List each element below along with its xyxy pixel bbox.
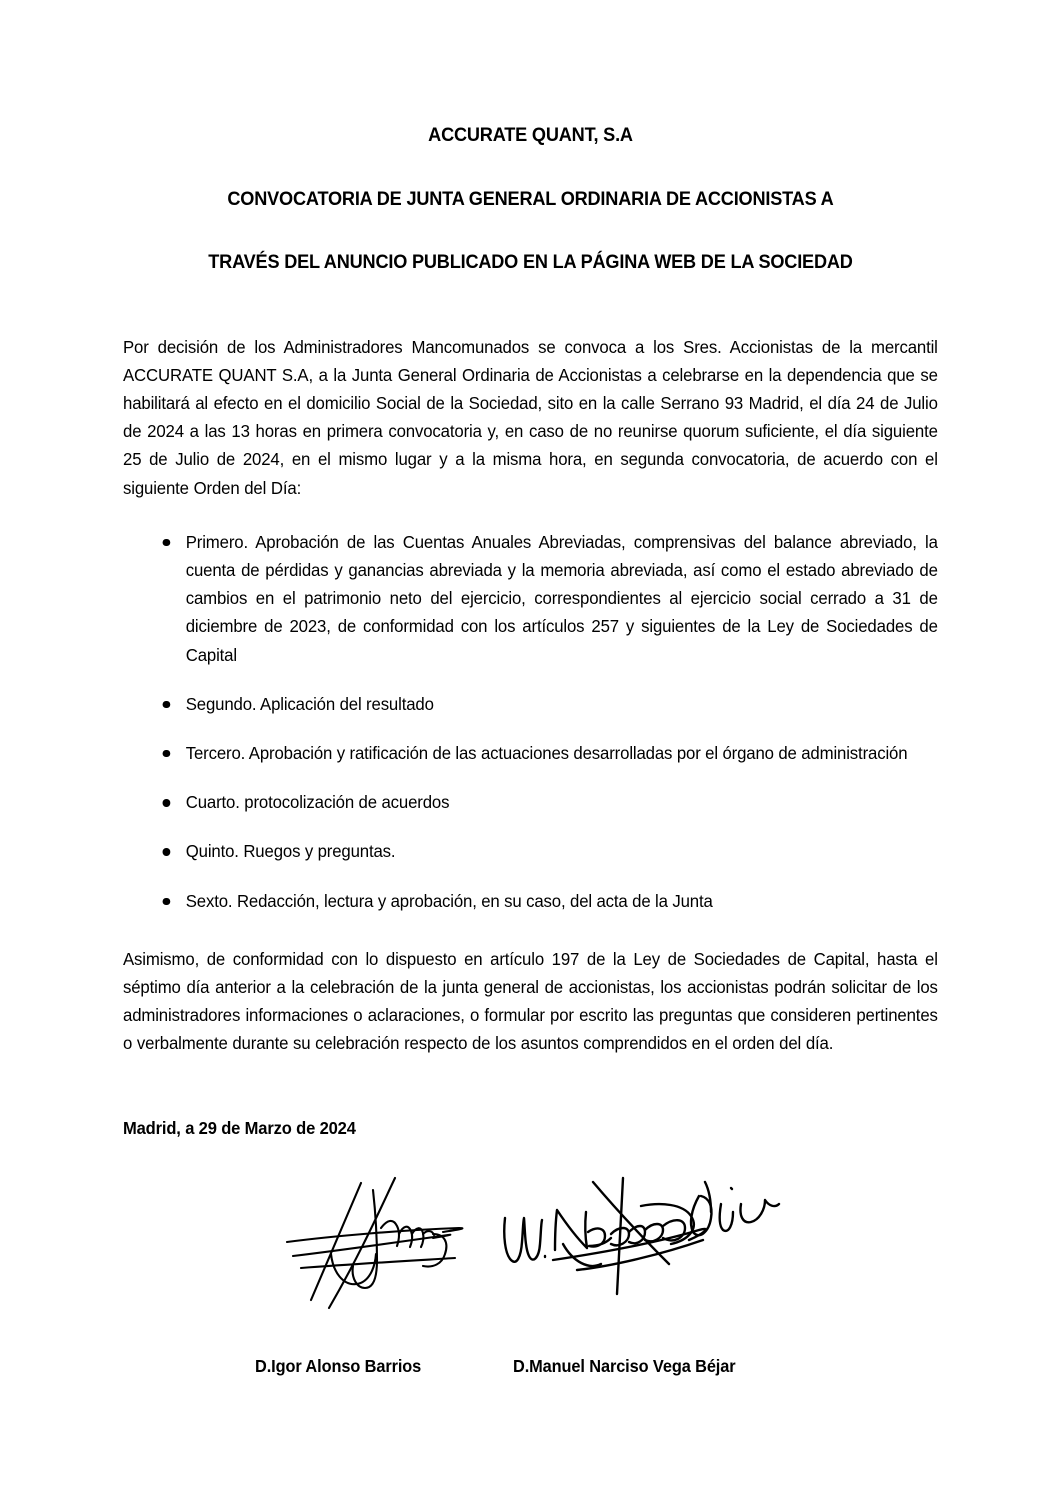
agenda-item-text: Sexto. Redacción, lectura y aprobación, en su caso, del acta de la Junta xyxy=(185,890,713,911)
intro-paragraph: Por decisión de los Administradores Mancomunados se convoca a los Sres. Accionistas de la mercantil ACCURATE QUANT S.A, a la Junta General Ordinaria de Accionistas a celebrarse en la dependencia que se habilitará al efecto en el domicilio Social de la Sociedad, sito en la calle Serrano 93 Madrid, el día 24 de Julio de 2024 a las 13 horas en primera convocatoria y, en caso de no reunirse quorum suficiente, el día siguiente 25 de Julio de 2024, en el mismo lugar y a la misma hora, en segunda convocatoria, de acuerdo con el siguiente Orden del Día: xyxy=(123,336,938,498)
signatory-name-2: D.Manuel Narciso Vega Béjar xyxy=(513,1355,736,1376)
bullet-icon xyxy=(163,898,170,906)
document-title-line-1: CONVOCATORIA DE JUNTA GENERAL ORDINARIA DE ACCIONISTAS A xyxy=(227,187,834,210)
agenda-item xyxy=(123,528,938,669)
document-title-line-2: TRAVÉS DEL ANUNCIO PUBLICADO EN LA PÁGINA WEB DE LA SOCIEDAD xyxy=(208,251,853,273)
signatory-name-1: D.Igor Alonso Barrios xyxy=(255,1355,422,1376)
document-header xyxy=(123,0,938,273)
bullet-icon xyxy=(163,848,170,856)
bullet-icon xyxy=(163,539,170,547)
agenda-item xyxy=(123,739,938,767)
document-content xyxy=(123,0,938,1410)
bullet-icon xyxy=(163,750,170,758)
agenda-item-text: Segundo. Aplicación del resultado xyxy=(185,693,434,714)
agenda-item-text: Quinto. Ruegos y preguntas. xyxy=(185,841,396,862)
bullet-icon xyxy=(163,701,170,709)
agenda-item xyxy=(123,788,938,816)
agenda-list xyxy=(123,528,938,915)
closing-paragraph: Asimismo, de conformidad con lo dispuesto en artículo 197 de la Ley de Sociedades de Capital, hasta el séptimo día anterior a la celebración de la junta general de accionistas, los accionistas podrán solicitar de los administradores informaciones o aclaraciones, o formular por escrito las preguntas que consideren pertinentes o verbalmente durante su celebración respecto de los asuntos comprendidos en el orden del día. xyxy=(123,948,938,1054)
agenda-item xyxy=(123,887,938,915)
handwritten-signature-icon xyxy=(493,1160,783,1310)
agenda-item-text: Primero. Aprobación de las Cuentas Anuales Abreviadas, comprensivas del balance abreviado, la cuenta de pérdidas y ganancias abreviada y la memoria abreviada, así como el estado abreviado de cambios en el patrimonio neto del ejercicio, correspondientes al ejercicio social cerrado a 31 de diciembre de 2023, de conformidad con los artículos 257 y siguientes de la Ley de Sociedades de Capital xyxy=(185,531,938,665)
agenda-item xyxy=(123,837,938,865)
company-heading: ACCURATE QUANT, S.A xyxy=(428,124,633,146)
bullet-icon xyxy=(163,799,170,807)
agenda-item-text: Tercero. Aprobación y ratificación de las actuaciones desarrolladas por el órgano de administración xyxy=(185,742,908,763)
agenda-item xyxy=(123,690,938,718)
agenda-item-text: Cuarto. protocolización de acuerdos xyxy=(185,792,450,813)
date-line: Madrid, a 29 de Marzo de 2024 xyxy=(123,1117,356,1138)
signature-area xyxy=(123,1160,938,1410)
